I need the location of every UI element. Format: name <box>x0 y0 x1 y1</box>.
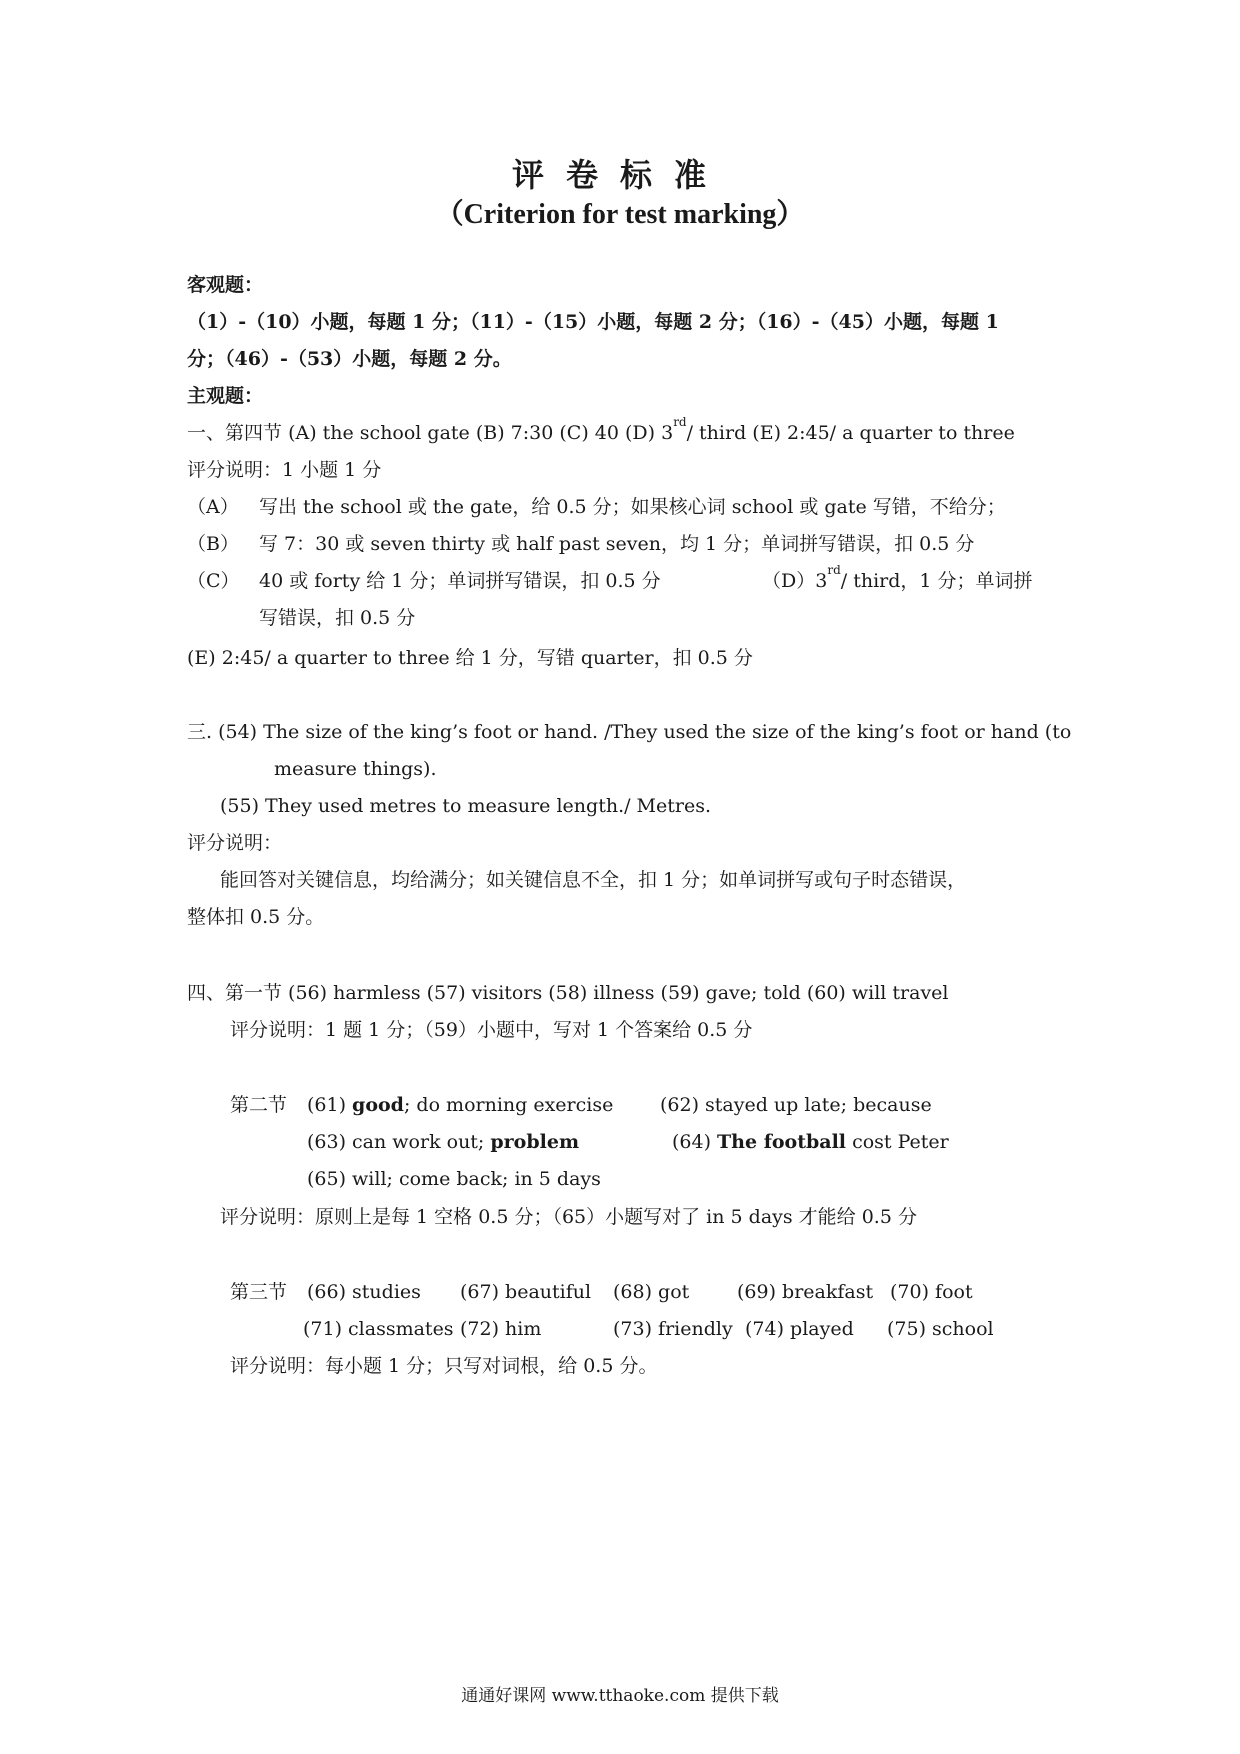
row2-d: (74) played <box>745 1318 854 1340</box>
q64 <box>672 1129 949 1155</box>
part1-d-row <box>762 562 1033 594</box>
part4-s2-label: 第二节 <box>230 1094 288 1116</box>
row1-d: (69) breakfast <box>737 1281 874 1303</box>
part4-s3-label: 第三节 <box>230 1281 288 1303</box>
objective-heading: 客观题： <box>187 274 264 296</box>
q61-post: ; do morning exercise <box>403 1094 614 1116</box>
part3-note-heading: 评分说明： <box>187 832 283 854</box>
part1-answers-post: / third (E) 2:45/ a quarter to three <box>686 422 1015 444</box>
page-title-cn: 评卷标准 <box>511 156 728 194</box>
part1-c-row <box>187 568 661 594</box>
part1-a-text: 写出 the school 或 the gate，给 0.5 分；如果核心词 school 或 gate 写错，不给分； <box>259 496 1006 518</box>
part1-sup: rd <box>673 414 687 429</box>
q64-bold: The football <box>717 1131 847 1153</box>
objective-line2: 分；（46）-（53）小题，每题 2 分。 <box>187 348 512 370</box>
part1-b-text: 写 7：30 或 seven thirty 或 half past seven，均 1 分；单词拼写错误，扣 0.5 分 <box>259 533 975 555</box>
q63 <box>307 1129 579 1155</box>
part1-answers-pre: (A) the school gate (B) 7:30 (C) 40 (D) 3 <box>288 422 674 444</box>
q61-bold: good <box>352 1094 404 1116</box>
part4-s1-note: 评分说明：1 题 1 分；（59）小题中，写对 1 个答案给 0.5 分 <box>230 1019 753 1041</box>
q64-pre: (64) <box>672 1131 718 1153</box>
q65: (65) will; come back; in 5 days <box>307 1168 601 1190</box>
part1-answers <box>187 414 1015 446</box>
q61 <box>307 1092 613 1118</box>
objective-line1: （1）-（10）小题，每题 1 分；（11）-（15）小题，每题 2 分；（16）-（45）小题，每题 1 <box>187 311 999 333</box>
row2-c: (73) friendly <box>613 1318 733 1340</box>
part1-note: 评分说明：1 小题 1 分 <box>187 459 382 481</box>
part1-d-cont: 写错误，扣 0.5 分 <box>259 607 416 629</box>
part1-prefix: 一、第四节 <box>187 422 283 444</box>
part4-s2-note: 评分说明：原则上是每 1 空格 0.5 分；（65）小题写对了 in 5 days 才能给 0.5 分 <box>220 1206 917 1228</box>
row1-c: (68) got <box>613 1281 690 1303</box>
row2-e: (75) school <box>887 1318 994 1340</box>
footer-watermark: 通通好课网 www.tthaoke.com 提供下载 <box>461 1686 779 1706</box>
row2-b: (72) him <box>460 1318 542 1340</box>
row1-e: (70) foot <box>890 1281 973 1303</box>
part1-e-text: (E) 2:45/ a quarter to three 给 1 分，写错 quarter，扣 0.5 分 <box>187 647 753 669</box>
part1-a-row <box>187 494 1006 520</box>
part1-d-pre: （D）3 <box>762 570 828 592</box>
q61-pre: (61) <box>307 1094 353 1116</box>
subjective-heading: 主观题： <box>187 385 264 407</box>
q62: (62) stayed up late; because <box>660 1094 932 1116</box>
q63-bold: problem <box>490 1131 580 1153</box>
part1-a-label: （A） <box>187 496 239 518</box>
q55: (55) They used metres to measure length./ Metres. <box>220 795 711 817</box>
part4-s3-note: 评分说明：每小题 1 分；只写对词根，给 0.5 分。 <box>230 1355 658 1377</box>
part1-b-label: （B） <box>187 533 239 555</box>
part1-c-label: （C） <box>187 570 240 592</box>
part1-d-sup: rd <box>827 562 841 577</box>
part1-b-row <box>187 531 974 557</box>
q54-line1: 三. (54) The size of the king’s foot or hand. /They used the size of the king’s foot or hand (to <box>187 721 1072 743</box>
part3-note-line1: 能回答对关键信息，均给满分；如关键信息不全，扣 1 分；如单词拼写或句子时态错误， <box>220 869 967 891</box>
part3-note-line2: 整体扣 0.5 分。 <box>187 906 325 928</box>
q63-pre: (63) can work out; <box>307 1131 491 1153</box>
part1-d-post: / third，1 分；单词拼 <box>840 570 1033 592</box>
row2-a: (71) classmates <box>303 1318 454 1340</box>
q54-line2: measure things). <box>274 758 437 780</box>
q64-post: cost Peter <box>846 1131 949 1153</box>
page-title-en: （Criterion for test marking） <box>435 199 805 230</box>
part1-c-text: 40 或 forty 给 1 分；单词拼写错误，扣 0.5 分 <box>259 570 661 592</box>
row1-a: (66) studies <box>307 1281 421 1303</box>
part4-s1-line: 四、第一节 (56) harmless (57) visitors (58) illness (59) gave; told (60) will travel <box>187 982 949 1004</box>
row1-b: (67) beautiful <box>460 1281 592 1303</box>
